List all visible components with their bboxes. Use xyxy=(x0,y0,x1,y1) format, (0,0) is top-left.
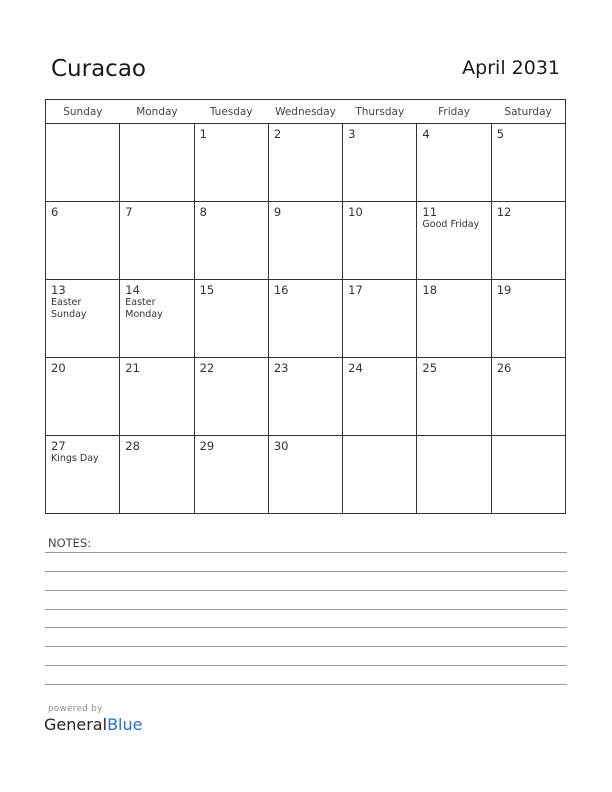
day-cell-25 xyxy=(417,358,491,436)
day-cell-2 xyxy=(268,124,342,202)
week-row xyxy=(46,280,566,358)
week-row xyxy=(46,436,566,514)
day-cell-29 xyxy=(194,436,268,514)
day-number: 3 xyxy=(348,127,356,141)
day-cell-3 xyxy=(343,124,417,202)
day-number: 6 xyxy=(51,205,59,219)
empty-day-cell xyxy=(417,436,491,514)
day-cell-16 xyxy=(268,280,342,358)
day-number: 2 xyxy=(273,127,282,141)
day-cell-5 xyxy=(491,124,565,202)
notes-label: NOTES: xyxy=(48,536,92,550)
weekday-thursday: Thursday xyxy=(343,100,417,124)
day-cell-7 xyxy=(120,202,194,280)
powered-by-text: powered by xyxy=(48,704,103,714)
day-cell-6 xyxy=(46,202,120,280)
notes-line xyxy=(45,571,567,572)
notes-line xyxy=(45,627,567,628)
day-cell-22 xyxy=(194,358,268,436)
day-number: 20 xyxy=(51,361,66,375)
calendar-month: April 2031 xyxy=(462,57,560,79)
holiday-label: Sunday xyxy=(51,309,87,320)
day-cell-11 xyxy=(417,202,491,280)
logo-general: General xyxy=(44,715,108,734)
day-number: 26 xyxy=(496,361,512,375)
day-cell-4 xyxy=(417,124,491,202)
holiday-label: Easter xyxy=(125,297,156,308)
day-number: 28 xyxy=(125,439,140,453)
weekday-tuesday: Tuesday xyxy=(194,100,268,124)
day-number: 19 xyxy=(496,283,512,297)
weekday-monday: Monday xyxy=(120,100,194,124)
empty-day-cell xyxy=(120,124,194,202)
empty-day-cell xyxy=(491,436,565,514)
day-number: 12 xyxy=(496,205,512,219)
day-number: 15 xyxy=(199,283,215,297)
day-number: 25 xyxy=(422,361,438,375)
day-cell-24 xyxy=(343,358,417,436)
day-cell-8 xyxy=(194,202,268,280)
day-number: 27 xyxy=(51,439,66,453)
calendar-body xyxy=(46,124,566,514)
day-cell-9 xyxy=(268,202,342,280)
day-number: 9 xyxy=(273,205,282,219)
notes-line xyxy=(45,609,567,610)
generalblue-logo xyxy=(44,715,142,734)
day-cell-17 xyxy=(343,280,417,358)
holiday-label: Monday xyxy=(125,309,163,320)
day-cell-13 xyxy=(46,280,120,358)
week-row xyxy=(46,124,566,202)
empty-day-cell xyxy=(46,124,120,202)
logo-blue: Blue xyxy=(107,715,143,734)
notes-line xyxy=(45,646,567,647)
day-number: 29 xyxy=(199,439,215,453)
day-number: 1 xyxy=(199,127,207,141)
day-number: 5 xyxy=(496,127,505,141)
weekday-header-row xyxy=(46,100,566,124)
brand-footer xyxy=(44,704,142,734)
day-cell-20 xyxy=(46,358,120,436)
day-cell-18 xyxy=(417,280,491,358)
notes-line xyxy=(45,590,567,591)
day-cell-15 xyxy=(194,280,268,358)
day-cell-27 xyxy=(46,436,120,514)
notes-line xyxy=(45,552,567,553)
day-cell-26 xyxy=(491,358,565,436)
day-number: 13 xyxy=(51,283,66,297)
day-number: 4 xyxy=(422,127,430,141)
day-cell-30 xyxy=(268,436,342,514)
day-number: 23 xyxy=(273,361,289,375)
day-number: 10 xyxy=(348,205,363,219)
holiday-label: Kings Day xyxy=(51,453,99,464)
day-cell-21 xyxy=(120,358,194,436)
empty-day-cell xyxy=(343,436,417,514)
day-number: 18 xyxy=(422,283,438,297)
notes-line xyxy=(45,665,567,666)
day-number: 24 xyxy=(348,361,363,375)
calendar-grid xyxy=(45,99,566,514)
holiday-label: Easter xyxy=(51,297,82,308)
day-number: 22 xyxy=(199,361,215,375)
day-number: 8 xyxy=(199,205,207,219)
weekday-friday: Friday xyxy=(417,100,491,124)
day-cell-28 xyxy=(120,436,194,514)
day-cell-19 xyxy=(491,280,565,358)
week-row xyxy=(46,358,566,436)
day-number: 17 xyxy=(348,283,363,297)
day-cell-14 xyxy=(120,280,194,358)
day-cell-10 xyxy=(343,202,417,280)
notes-line xyxy=(45,684,567,685)
day-cell-1 xyxy=(194,124,268,202)
day-number: 14 xyxy=(125,283,140,297)
calendar-title: Curacao xyxy=(51,56,146,82)
day-number: 16 xyxy=(273,283,289,297)
day-cell-12 xyxy=(491,202,565,280)
weekday-saturday: Saturday xyxy=(491,100,565,124)
weekday-sunday: Sunday xyxy=(46,100,120,124)
holiday-label: Good Friday xyxy=(422,219,480,230)
day-number: 7 xyxy=(125,205,133,219)
day-number: 11 xyxy=(422,205,438,219)
day-number: 30 xyxy=(273,439,289,453)
day-cell-23 xyxy=(268,358,342,436)
weekday-wednesday: Wednesday xyxy=(268,100,342,124)
week-row xyxy=(46,202,566,280)
day-number: 21 xyxy=(125,361,140,375)
